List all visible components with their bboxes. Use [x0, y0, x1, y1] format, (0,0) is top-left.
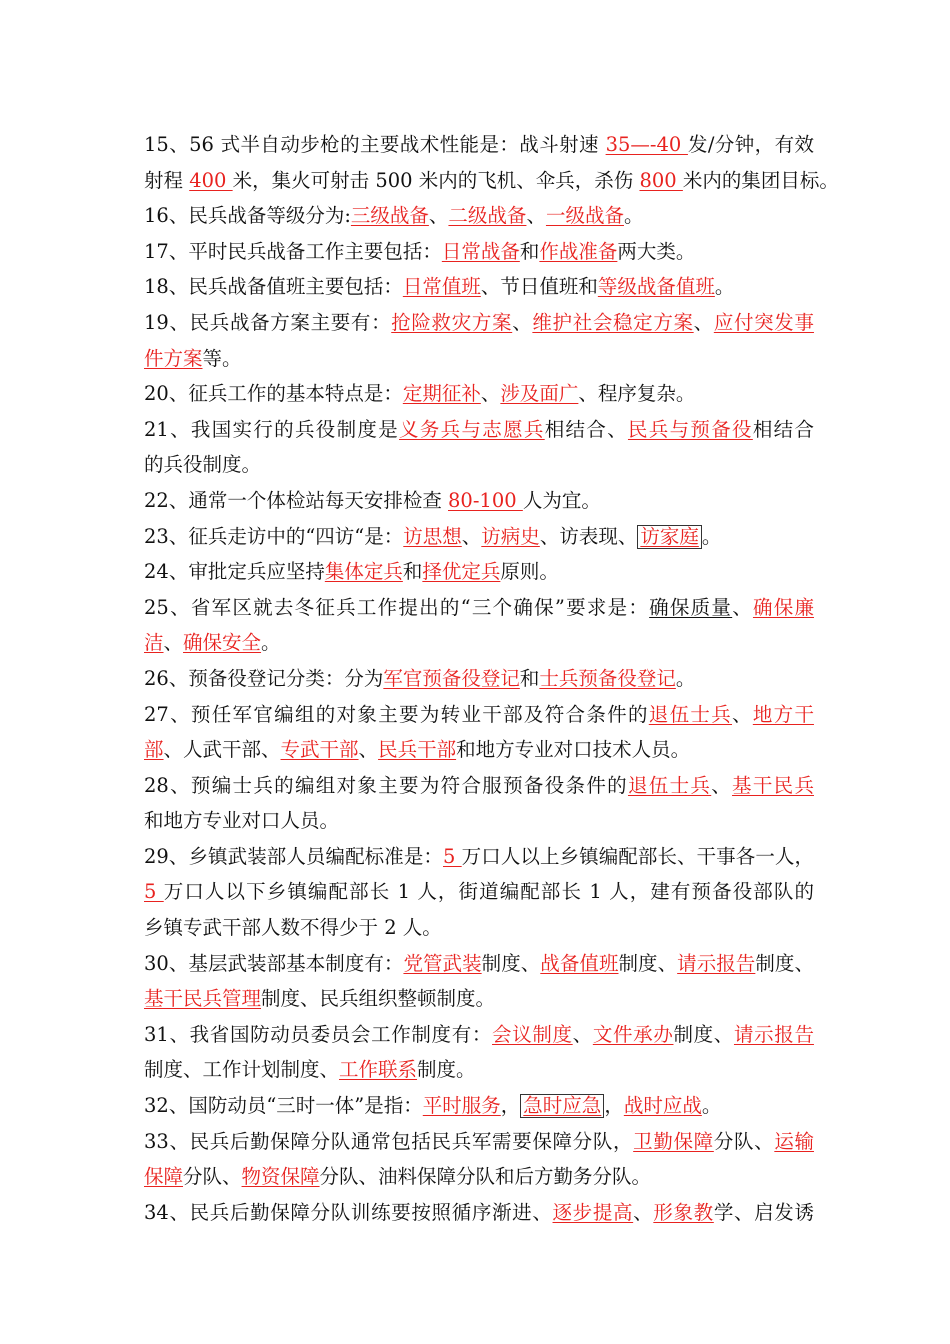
answer-text: 一级战备 [545, 204, 624, 228]
text-line [144, 376, 814, 412]
text-line [144, 412, 814, 448]
answer-text: 党管武装 [403, 951, 482, 975]
text-line [144, 447, 814, 483]
body-text: 和 [519, 666, 540, 690]
text-line [144, 803, 814, 839]
text-line [144, 305, 814, 341]
answer-text: 士兵预备役登记 [539, 666, 676, 690]
body-text: 发/分钟，有效 [687, 133, 815, 156]
answer-text: 军官预备役登记 [383, 666, 520, 690]
answer-text: 物资保障 [241, 1165, 320, 1189]
answer-text: 访病史 [481, 524, 540, 548]
answer-text: 保障 [144, 1165, 184, 1189]
answer-text: 定期征补 [402, 382, 481, 406]
body-text: 34、民兵后勤保障分队训练要按照循序渐进、 [144, 1200, 553, 1224]
boxed-answer-text: 访家庭 [637, 525, 702, 549]
body-text: 、 [732, 702, 753, 726]
body-text: 等。 [202, 346, 242, 370]
body-text: 。 [701, 524, 722, 548]
text-line [144, 127, 814, 163]
answer-text: 35—-40 [605, 133, 688, 156]
body-text: 、 [461, 524, 482, 548]
answer-text: 工作联系 [339, 1058, 418, 1082]
body-text: 32、国防动员“三时一体”是指： [144, 1094, 423, 1118]
body-text: 22、通常一个体检站每天安排检查 [144, 488, 449, 512]
body-text: 相结合、 [544, 417, 628, 441]
body-text: 、 [163, 631, 184, 655]
text-line [144, 269, 814, 305]
answer-text: 运输 [774, 1129, 814, 1153]
body-text: 、 [512, 310, 533, 334]
answer-text: 会议制度 [492, 1022, 573, 1046]
answer-text: 5 [144, 880, 164, 904]
answer-text: 地方干 [752, 702, 814, 726]
body-text: 、 [711, 773, 733, 797]
body-text: 学、启发诱 [713, 1200, 814, 1224]
answer-text: 文件承办 [592, 1022, 674, 1046]
answer-text: 基干民兵管理 [144, 987, 262, 1011]
text-line [144, 768, 814, 804]
answer-text: 请示报告 [733, 1022, 814, 1046]
answer-text: 部 [144, 738, 164, 762]
body-text: 人为宜。 [522, 488, 601, 512]
body-text: 21、我国实行的兵役制度是 [144, 417, 400, 441]
answer-text: 平时服务 [422, 1094, 501, 1118]
underlined-text: 确保质量 [649, 595, 733, 619]
body-text: 25、省军区就去冬征兵工作提出的“三个确保”要求是： [144, 595, 650, 619]
body-text: 。 [714, 275, 735, 299]
body-text: 、节日值班和 [480, 275, 598, 299]
body-text: 29、乡镇武装部人员编配标准是： [144, 844, 443, 868]
answer-text: 洁 [144, 631, 164, 655]
text-line [144, 697, 814, 733]
answer-text: 请示报告 [677, 951, 756, 975]
body-text: 31、我省国防动员委员会工作制度有： [144, 1022, 493, 1046]
text-line [144, 590, 814, 626]
answer-text: 退伍士兵 [648, 702, 733, 726]
body-text: 制度。 [417, 1058, 476, 1082]
text-line [144, 839, 814, 875]
answer-text: 确保廉 [752, 595, 814, 619]
answer-text: 专武干部 [280, 738, 359, 762]
body-text: 制度、 [481, 951, 541, 975]
body-text: 和 [519, 239, 540, 263]
body-text: 两大类。 [617, 239, 696, 263]
answer-text: 退伍士兵 [627, 773, 712, 797]
body-text: 、 [633, 1200, 654, 1224]
answer-text: 应付突发事 [713, 310, 814, 334]
body-text: 28、预编士兵的编组对象主要为符合服预备役条件的 [144, 773, 628, 797]
body-text: 、人武干部、 [163, 738, 281, 762]
body-text: 米内的集团目标。 [682, 168, 839, 192]
answer-text: 卫勤保障 [633, 1129, 714, 1153]
answer-text: 800 [639, 168, 683, 192]
body-text: 原则。 [500, 560, 559, 584]
body-text: 。 [261, 631, 281, 655]
answer-text: 件方案 [144, 346, 203, 370]
body-text: 、 [732, 595, 753, 619]
answer-text: 逐步提高 [552, 1200, 634, 1224]
text-line [144, 198, 814, 234]
text-line [144, 1195, 814, 1231]
text-line [144, 625, 814, 661]
text-line [144, 910, 814, 946]
text-line [144, 732, 814, 768]
text-line [144, 1052, 814, 1088]
body-text: 制度、工作计划制度、 [144, 1058, 340, 1082]
answer-text: 战时应战 [623, 1094, 702, 1118]
body-text: 。 [701, 1094, 722, 1118]
body-text: 30、基层武装部基本制度有： [144, 951, 404, 975]
body-text: 33、民兵后勤保障分队通常包括民兵军需要保障分队， [144, 1129, 634, 1153]
answer-text: 形象教 [653, 1200, 714, 1224]
text-line [144, 483, 814, 519]
answer-text: 集体定兵 [324, 560, 403, 584]
body-text: 和 [402, 560, 423, 584]
body-text: 射程 [144, 168, 190, 192]
body-text: ， [500, 1094, 521, 1118]
text-line [144, 874, 814, 910]
text-line [144, 1124, 814, 1160]
answer-text: 80-100 [448, 488, 523, 512]
body-text: 。 [675, 666, 696, 690]
answer-text: 二级战备 [448, 204, 527, 228]
document-body [144, 127, 839, 1230]
text-line [144, 341, 814, 377]
body-text: 23、征兵走访中的“四访“是： [144, 524, 404, 548]
text-line [144, 1159, 814, 1195]
answer-text: 民兵与预备役 [627, 417, 753, 441]
body-text: 、访表现、 [539, 524, 638, 548]
body-text: 26、预备役登记分类：分为 [144, 666, 384, 690]
body-text: 、 [428, 204, 449, 228]
answer-text: 5 [442, 844, 462, 868]
body-text: 20、征兵工作的基本特点是： [144, 382, 403, 406]
body-text: 相结合 [752, 417, 814, 441]
text-line [144, 163, 839, 199]
body-text: 分队、 [713, 1129, 775, 1153]
text-line [144, 981, 814, 1017]
body-text: 、 [526, 204, 546, 228]
body-text: ， [604, 1094, 624, 1118]
body-text: 分队、油料保障分队和后方勤务分队。 [319, 1165, 652, 1189]
body-text: 和地方专业对口技术人员。 [456, 738, 691, 762]
body-text: 、 [480, 382, 501, 406]
body-text: 和地方专业对口人员。 [144, 809, 340, 833]
body-text: 、 [693, 310, 714, 334]
answer-text: 日常战备 [441, 239, 520, 263]
answer-text: 日常值班 [402, 275, 481, 299]
body-text: 乡镇专武干部人数不得少于 2 人。 [144, 916, 442, 940]
body-text: 制度、 [755, 951, 814, 975]
body-text: 15、56 式半自动步枪的主要战术性能是：战斗射速 [144, 133, 606, 156]
answer-text: 抢险救灾方案 [391, 310, 513, 334]
text-line [144, 554, 814, 590]
body-text: 分队、 [183, 1165, 242, 1189]
body-text: 的兵役制度。 [144, 453, 262, 477]
text-line [144, 661, 814, 697]
body-text: 制度、民兵组织整顿制度。 [261, 987, 496, 1011]
body-text: 27、预任军官编组的对象主要为转业干部及符合条件的 [144, 702, 649, 726]
text-line [144, 1088, 814, 1124]
body-text: 18、民兵战备值班主要包括： [144, 275, 403, 299]
answer-text: 维护社会稳定方案 [532, 310, 694, 334]
body-text: 、 [358, 738, 379, 762]
body-text: 、 [572, 1022, 593, 1046]
answer-text: 作战准备 [539, 239, 618, 263]
body-text: 、程序复杂。 [578, 382, 696, 406]
answer-text: 基干民兵 [732, 773, 814, 797]
answer-text: 等级战备值班 [597, 275, 715, 299]
answer-text: 确保安全 [183, 631, 262, 655]
text-line [144, 519, 814, 555]
body-text: 米，集火可射击 500 米内的飞机、伞兵，杀伤 [232, 168, 640, 192]
body-text: 制度、 [673, 1022, 734, 1046]
body-text: 制度、 [618, 951, 678, 975]
body-text: 17、平时民兵战备工作主要包括： [144, 239, 442, 263]
answer-text: 择优定兵 [422, 560, 501, 584]
answer-text: 战备值班 [540, 951, 619, 975]
answer-text: 400 [189, 168, 233, 192]
answer-text: 三级战备 [350, 204, 429, 228]
text-line [144, 234, 814, 270]
body-text: 万口人以下乡镇编配部长 1 人，街道编配部长 1 人，建有预备役部队的 [163, 880, 815, 904]
text-line [144, 1017, 814, 1053]
answer-text: 涉及面广 [500, 382, 579, 406]
text-line [144, 946, 814, 982]
body-text: 16、民兵战备等级分为: [144, 204, 351, 228]
answer-text: 民兵干部 [378, 738, 457, 762]
body-text: 万口人以上乡镇编配部长、干事各一人， [461, 844, 814, 868]
body-text: 19、民兵战备方案主要有： [144, 310, 392, 334]
boxed-answer-text: 急时应急 [520, 1094, 604, 1118]
answer-text: 访思想 [403, 524, 462, 548]
body-text: 24、审批定兵应坚持 [144, 560, 325, 584]
answer-text: 义务兵与志愿兵 [399, 417, 545, 441]
body-text: 。 [623, 204, 644, 228]
